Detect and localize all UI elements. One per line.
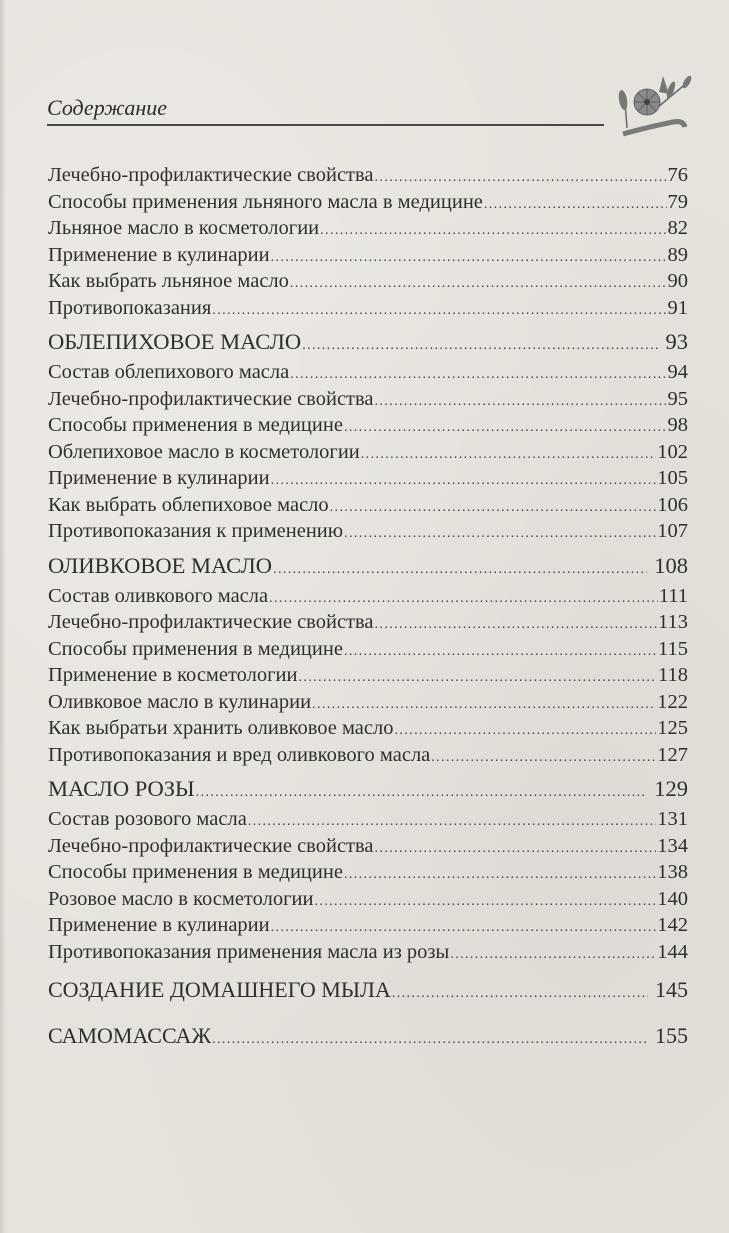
- leader-dots: [196, 776, 648, 810]
- toc-entry-title: Применение в косметологии: [48, 664, 298, 686]
- toc-section-title: ОБЛЕПИХОВОЕ МАСЛО: [48, 329, 302, 354]
- toc-entry-page: 111: [658, 584, 688, 607]
- toc-entry-page: 142: [657, 914, 688, 936]
- toc-entry-title: Применение в кулинарии: [48, 243, 270, 266]
- toc-entry-title: Применение в кулинарии: [48, 914, 270, 936]
- toc-section-title: СОЗДАНИЕ ДОМАШНЕГО МЫЛА: [48, 977, 391, 1002]
- header-title: Содержание: [47, 95, 168, 120]
- toc-entry-title: Оливковое масло в кулинарии: [48, 690, 312, 713]
- leader-dots: [302, 329, 658, 363]
- toc-entry-page: 134: [657, 834, 688, 857]
- toc-section-heading[interactable]: [48, 325, 688, 359]
- toc-entry-title: Противопоказания и вред оливкового масла: [48, 743, 431, 766]
- leader-dots: [298, 665, 657, 692]
- leader-dots: [431, 745, 656, 772]
- page-edge-shadow: [0, 0, 6, 1233]
- table-of-contents: [48, 162, 688, 1057]
- toc-entry[interactable]: [48, 609, 688, 636]
- leader-dots: [273, 553, 647, 587]
- toc-entry-title: Состав облепихового масла: [48, 361, 290, 383]
- toc-entry[interactable]: [48, 189, 688, 216]
- toc-entry-page: 105: [657, 467, 688, 489]
- toc-entry[interactable]: [48, 742, 688, 769]
- toc-entry-page: 107: [657, 520, 688, 542]
- leader-dots: [361, 442, 656, 469]
- toc-section-page: 155: [655, 1023, 688, 1048]
- toc-entry-page: 79: [667, 190, 688, 213]
- toc-entry[interactable]: [48, 242, 688, 269]
- toc-entry-title: Состав оливкового масла: [48, 584, 269, 607]
- toc-entry[interactable]: [48, 912, 688, 939]
- toc-entry[interactable]: [48, 215, 688, 242]
- toc-entry-page: 115: [658, 637, 688, 660]
- toc-entry[interactable]: [48, 295, 688, 322]
- toc-entry-title: Лечебно-профилактические свойства: [48, 164, 374, 186]
- running-header: [47, 95, 607, 127]
- toc-entry-title: Противопоказания: [48, 296, 212, 319]
- toc-entry-page: 98: [667, 414, 688, 436]
- leader-dots: [375, 389, 667, 416]
- toc-entry-title: Состав розового масла: [48, 808, 247, 830]
- toc-entry-page: 94: [667, 361, 688, 383]
- leader-dots: [484, 192, 667, 219]
- leader-dots: [290, 271, 667, 298]
- leader-dots: [344, 639, 657, 666]
- toc-entry[interactable]: [48, 412, 688, 439]
- toc-entry-page: 113: [658, 611, 688, 633]
- toc-entry-page: 131: [657, 808, 688, 830]
- toc-entry-title: Противопоказания к применению: [48, 520, 344, 542]
- leader-dots: [212, 1019, 648, 1061]
- flower-ornament-icon: [603, 72, 693, 142]
- leader-dots: [450, 942, 656, 969]
- toc-entry-page: 127: [657, 743, 688, 766]
- toc-entry-page: 125: [657, 717, 688, 739]
- toc-entry-page: 106: [657, 493, 688, 516]
- toc-section-heading[interactable]: [48, 969, 688, 1011]
- leader-dots: [344, 862, 656, 889]
- leader-dots: [212, 298, 666, 325]
- toc-entry-page: 138: [657, 861, 688, 883]
- toc-entry-title: Как выбрать льняное масло: [48, 270, 289, 292]
- toc-entry[interactable]: [48, 689, 688, 716]
- toc-entry[interactable]: [48, 636, 688, 663]
- toc-entry-title: Лечебно-профилактические свойства: [48, 387, 374, 410]
- toc-entry[interactable]: [48, 386, 688, 413]
- toc-entry[interactable]: [48, 359, 688, 386]
- toc-entry-title: Противопоказания применения масла из розы: [48, 940, 450, 963]
- toc-entry[interactable]: [48, 859, 688, 886]
- leader-dots: [394, 718, 656, 745]
- toc-entry-page: 76: [667, 164, 688, 186]
- toc-entry-title: Как выбрать облепиховое масло: [48, 493, 329, 516]
- toc-section-heading[interactable]: [48, 772, 688, 806]
- leader-dots: [392, 973, 648, 1015]
- toc-entry[interactable]: [48, 162, 688, 189]
- toc-entry-page: 140: [657, 887, 688, 910]
- toc-entry[interactable]: [48, 939, 688, 966]
- toc-entry[interactable]: [48, 439, 688, 466]
- toc-section-page: 145: [655, 977, 688, 1002]
- toc-entry[interactable]: [48, 715, 688, 742]
- toc-entry[interactable]: [48, 662, 688, 689]
- header-rule: [47, 124, 604, 126]
- toc-entry-title: Лечебно-профилактические свойства: [48, 611, 374, 633]
- toc-section-heading[interactable]: [48, 549, 688, 583]
- leader-dots: [344, 415, 667, 442]
- toc-section-title: ОЛИВКОВОЕ МАСЛО: [48, 552, 273, 578]
- toc-entry-page: 144: [657, 940, 688, 963]
- leader-dots: [330, 495, 657, 522]
- toc-entry-title: Розовое масло в косметологии: [48, 887, 314, 910]
- leader-dots: [344, 521, 656, 548]
- toc-entry-page: 89: [667, 243, 688, 266]
- toc-entry-title: Способы применения в медицине: [48, 861, 343, 883]
- leader-dots: [375, 612, 657, 639]
- toc-section-heading[interactable]: [48, 1015, 688, 1057]
- leader-dots: [314, 889, 656, 916]
- toc-entry-title: Способы применения в медицине: [48, 637, 343, 660]
- toc-section-page: 93: [665, 329, 688, 354]
- toc-entry-title: Применение в кулинарии: [48, 467, 270, 489]
- toc-entry-title: Облепиховое масло в косметологии: [48, 440, 360, 463]
- toc-entry-title: Льняное масло в косметологии: [48, 217, 320, 239]
- toc-entry-title: Способы применения в медицине: [48, 414, 343, 436]
- toc-entry[interactable]: [48, 886, 688, 913]
- leader-dots: [375, 836, 657, 863]
- toc-entry-page: 90: [667, 270, 688, 292]
- toc-entry-page: 82: [667, 217, 688, 239]
- toc-entry-page: 95: [667, 387, 688, 410]
- toc-entry[interactable]: [48, 465, 688, 492]
- leader-dots: [320, 218, 666, 245]
- toc-section-title: САМОМАССАЖ: [48, 1023, 212, 1048]
- toc-entry[interactable]: [48, 583, 688, 610]
- toc-section-page: 129: [654, 776, 688, 801]
- toc-section-title: МАСЛО РОЗЫ: [48, 776, 195, 801]
- toc-entry[interactable]: [48, 806, 688, 833]
- toc-entry-page: 102: [657, 440, 688, 463]
- toc-entry-title: Способы применения льняного масла в медицине: [48, 190, 483, 213]
- toc-entry[interactable]: [48, 268, 688, 295]
- toc-entry-title: Лечебно-профилактические свойства: [48, 834, 374, 857]
- leader-dots: [271, 245, 667, 272]
- toc-entry-page: 118: [658, 664, 688, 686]
- toc-entry[interactable]: [48, 833, 688, 860]
- toc-entry[interactable]: [48, 492, 688, 519]
- toc-entry[interactable]: [48, 518, 688, 545]
- toc-section-page: 108: [654, 552, 688, 578]
- toc-entry-page: 122: [657, 690, 688, 713]
- toc-entry-page: 91: [667, 296, 688, 319]
- toc-entry-title: Как выбратьи хранить оливковое масло: [48, 717, 394, 739]
